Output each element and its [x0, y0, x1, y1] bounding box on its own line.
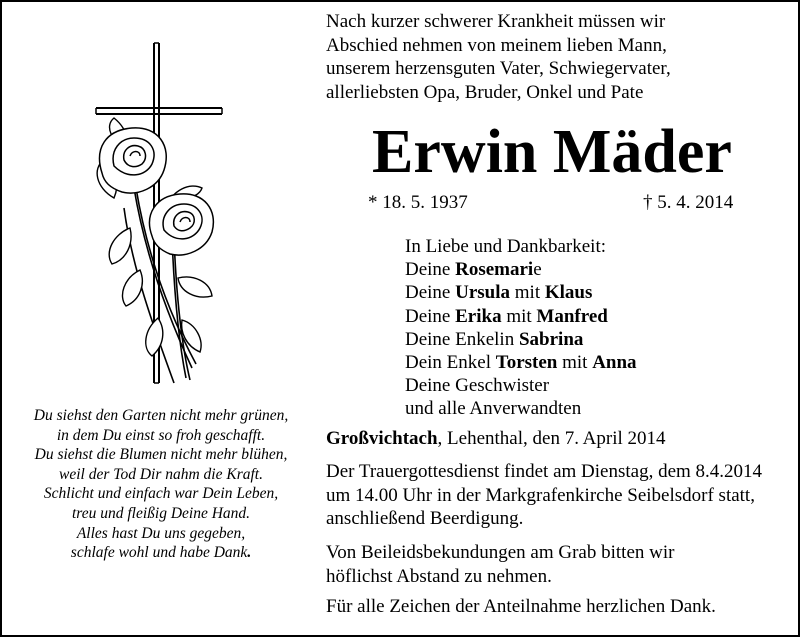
mourner-line: [405, 258, 637, 281]
mourner-prefix: Dein Enkel: [405, 352, 496, 374]
poem-last-line-text: schlafe wohl und habe Dank: [70, 544, 248, 562]
mourner-name: Rosemari: [455, 259, 534, 281]
mourner-name: Torsten: [495, 352, 558, 374]
mourner-line: [405, 281, 637, 304]
mourner-partner: Klaus: [544, 282, 593, 304]
condolences-line: höflichst Abstand zu nehmen.: [326, 565, 552, 587]
birth-date: * 18. 5. 1937: [368, 192, 468, 213]
poem-line: in dem Du einst so froh geschafft.: [56, 426, 266, 444]
mourner-prefix: Deine: [405, 305, 456, 327]
poem: [8, 406, 314, 563]
mourner-joiner: e: [533, 259, 542, 281]
mourner-joiner: mit: [510, 282, 545, 304]
mourner-name: Ursula: [455, 282, 511, 304]
condolences-line: Von Beileidsbekundungen am Grab bitten wir: [326, 542, 675, 563]
mourner-name: Erika: [455, 305, 502, 327]
mourners-tail-line: und alle Anverwandten: [405, 398, 582, 420]
place-date: [326, 428, 666, 450]
thanks-line: Für alle Zeichen der Anteilnahme herzlichen Dank.: [326, 596, 716, 617]
poem-line: Schlicht und einfach war Dein Leben,: [43, 485, 279, 503]
intro-line: unserem herzensguten Vater, Schwiegervater,: [326, 58, 671, 79]
poem-line: weil der Tod Dir nahm die Kraft.: [59, 465, 263, 483]
mourner-partner: Anna: [592, 352, 637, 374]
place-town: Großvichtach: [326, 428, 438, 449]
mourner-prefix: Deine: [405, 282, 456, 304]
mourner-line: [405, 305, 637, 328]
poem-line: Du siehst den Garten nicht mehr grünen,: [33, 407, 289, 424]
poem-line: Alles hast Du uns gegeben,: [76, 524, 246, 542]
mourner-line: [405, 351, 637, 374]
mourners-heading: In Liebe und Dankbarkeit:: [405, 236, 607, 257]
service-info: [326, 460, 762, 531]
condolences-note: [326, 541, 674, 588]
death-date: † 5. 4. 2014: [643, 192, 734, 213]
cross-with-roses-icon: [74, 38, 234, 393]
poem-line: [8, 543, 314, 563]
service-line: anschließend Beerdigung.: [326, 508, 524, 529]
service-line: Der Trauergottesdienst findet am Dienstag, dem 8.4.2014: [326, 461, 763, 482]
intro-line: Nach kurzer schwerer Krankheit müssen wir: [326, 11, 666, 32]
mourner-name: Sabrina: [518, 328, 584, 350]
intro-line: allerliebsten Opa, Bruder, Onkel und Pate: [326, 81, 644, 103]
mourner-partner: Manfred: [536, 305, 608, 327]
intro-line: Abschied nehmen von meinem lieben Mann,: [326, 34, 667, 56]
mourner-joiner: mit: [501, 305, 537, 327]
mourner-joiner: mit: [557, 352, 593, 374]
intro-text: [326, 10, 671, 104]
mourner-line: [405, 328, 637, 351]
place-rest: , Lehenthal, den 7. April 2014: [437, 428, 666, 449]
poem-line: Du siehst die Blumen nicht mehr blühen,: [34, 446, 288, 464]
poem-line: treu und fleißig Deine Hand.: [71, 504, 251, 522]
poem-final-mark: .: [247, 544, 252, 562]
service-line: um 14.00 Uhr in der Markgrafenkirche Seibelsdorf statt,: [326, 484, 755, 506]
mourner-prefix: Deine Enkelin: [405, 328, 519, 350]
deceased-name: Erwin Mäder: [372, 118, 732, 186]
mourners-tail-line: Deine Geschwister: [405, 375, 550, 397]
mourner-prefix: Deine: [405, 259, 456, 281]
mourners-list: [405, 235, 637, 421]
